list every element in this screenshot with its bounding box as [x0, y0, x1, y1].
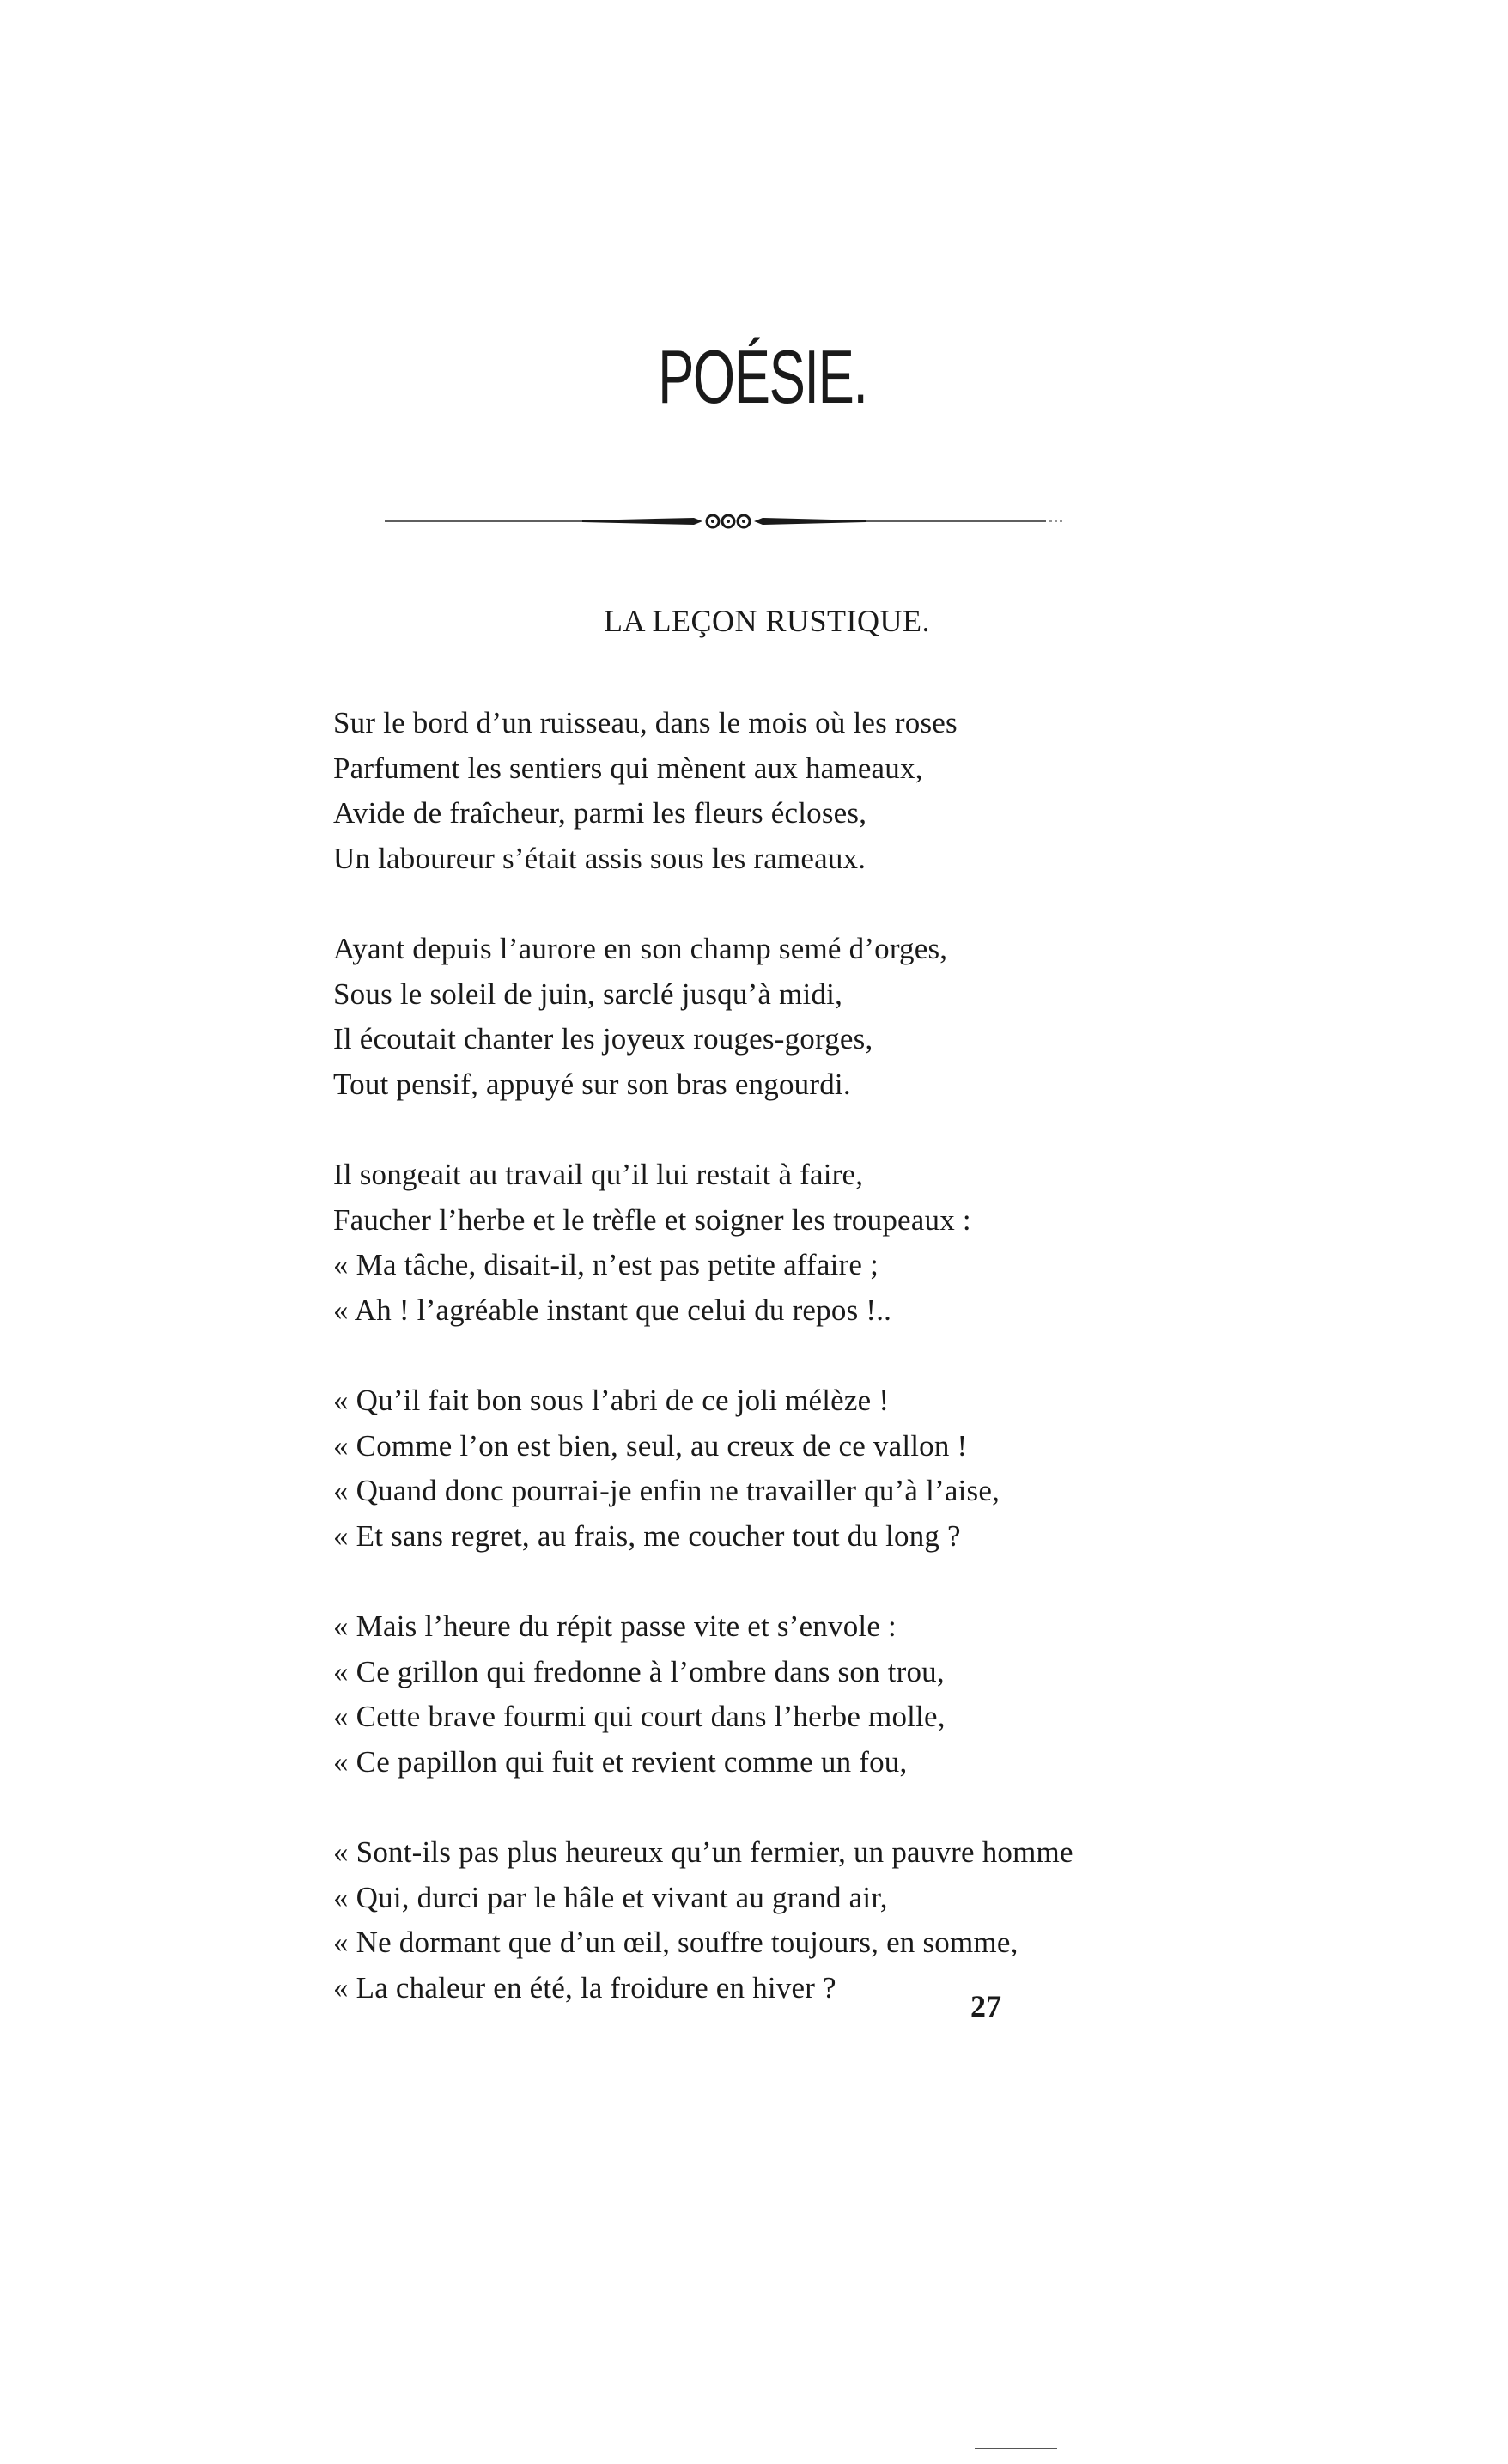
poem-title: LA LEÇON RUSTIQUE.: [604, 604, 930, 638]
verse-line: « Qui, durci par le hâle et vivant au grand air,: [333, 1880, 888, 1914]
stanza-6: [333, 1830, 1235, 2011]
verse-line: « Cette brave fourmi qui court dans l’herbe molle,: [333, 1700, 946, 1733]
verse-line: « Ah ! l’agréable instant que celui du repos !..: [333, 1293, 892, 1327]
stanza-5: [333, 1604, 1235, 1785]
verse-line: « Ce papillon qui fuit et revient comme un fou,: [333, 1744, 908, 1779]
stanza-3: [333, 1153, 1235, 1333]
bottom-rule: [975, 2448, 1057, 2449]
verse-line: Avide de fraîcheur, parmi les fleurs écloses,: [333, 796, 867, 830]
poem-body: [333, 701, 1235, 2056]
stanza-2: [333, 927, 1235, 1107]
verse-line: « Ma tâche, disait-il, n’est pas petite affaire ;: [333, 1248, 879, 1281]
verse-line: Ayant depuis l’aurore en son champ semé d’orges,: [333, 932, 948, 965]
verse-line: Faucher l’herbe et le trèfle et soigner les troupeaux :: [333, 1202, 971, 1237]
verse-line: Sous le soleil de juin, sarclé jusqu’à midi,: [333, 976, 843, 1011]
stanza-4: [333, 1378, 1235, 1559]
verse-line: « Et sans regret, au frais, me coucher tout du long ?: [333, 1518, 961, 1553]
verse-line: « La chaleur en été, la froidure en hiver ?: [333, 1970, 836, 2005]
verse-line: Tout pensif, appuyé sur son bras engourdi.: [333, 1067, 851, 1101]
verse-line: « Ce grillon qui fredonne à l’ombre dans son trou,: [333, 1654, 945, 1688]
verse-line: « Ne dormant que d’un œil, souffre toujours, en somme,: [333, 1926, 1019, 1959]
verse-line: Un laboureur s’était assis sous les rameaux.: [333, 841, 866, 875]
verse-line: Sur le bord d’un ruisseau, dans le mois où les roses: [333, 706, 958, 739]
verse-line: Il écoutait chanter les joyeux rouges-gorges,: [333, 1022, 873, 1056]
verse-line: « Sont-ils pas plus heureux qu’un fermier, un pauvre homme: [333, 1835, 1073, 1869]
page-number: 27: [970, 1989, 1001, 2023]
section-title: POÉSIE.: [658, 334, 867, 419]
ornamental-rule-icon: [385, 511, 1063, 532]
verse-line: Parfument les sentiers qui mènent aux hameaux,: [333, 751, 923, 785]
verse-line: « Quand donc pourrai-je enfin ne travailler qu’à l’aise,: [333, 1474, 1000, 1507]
stanza-1: [333, 701, 1235, 881]
verse-line: « Qu’il fait bon sous l’abri de ce joli mélèze !: [333, 1384, 890, 1417]
verse-line: « Mais l’heure du répit passe vite et s’envole :: [333, 1609, 897, 1643]
verse-line: Il songeait au travail qu’il lui restait à faire,: [333, 1158, 864, 1191]
verse-line: « Comme l’on est bien, seul, au creux de ce vallon !: [333, 1428, 968, 1463]
